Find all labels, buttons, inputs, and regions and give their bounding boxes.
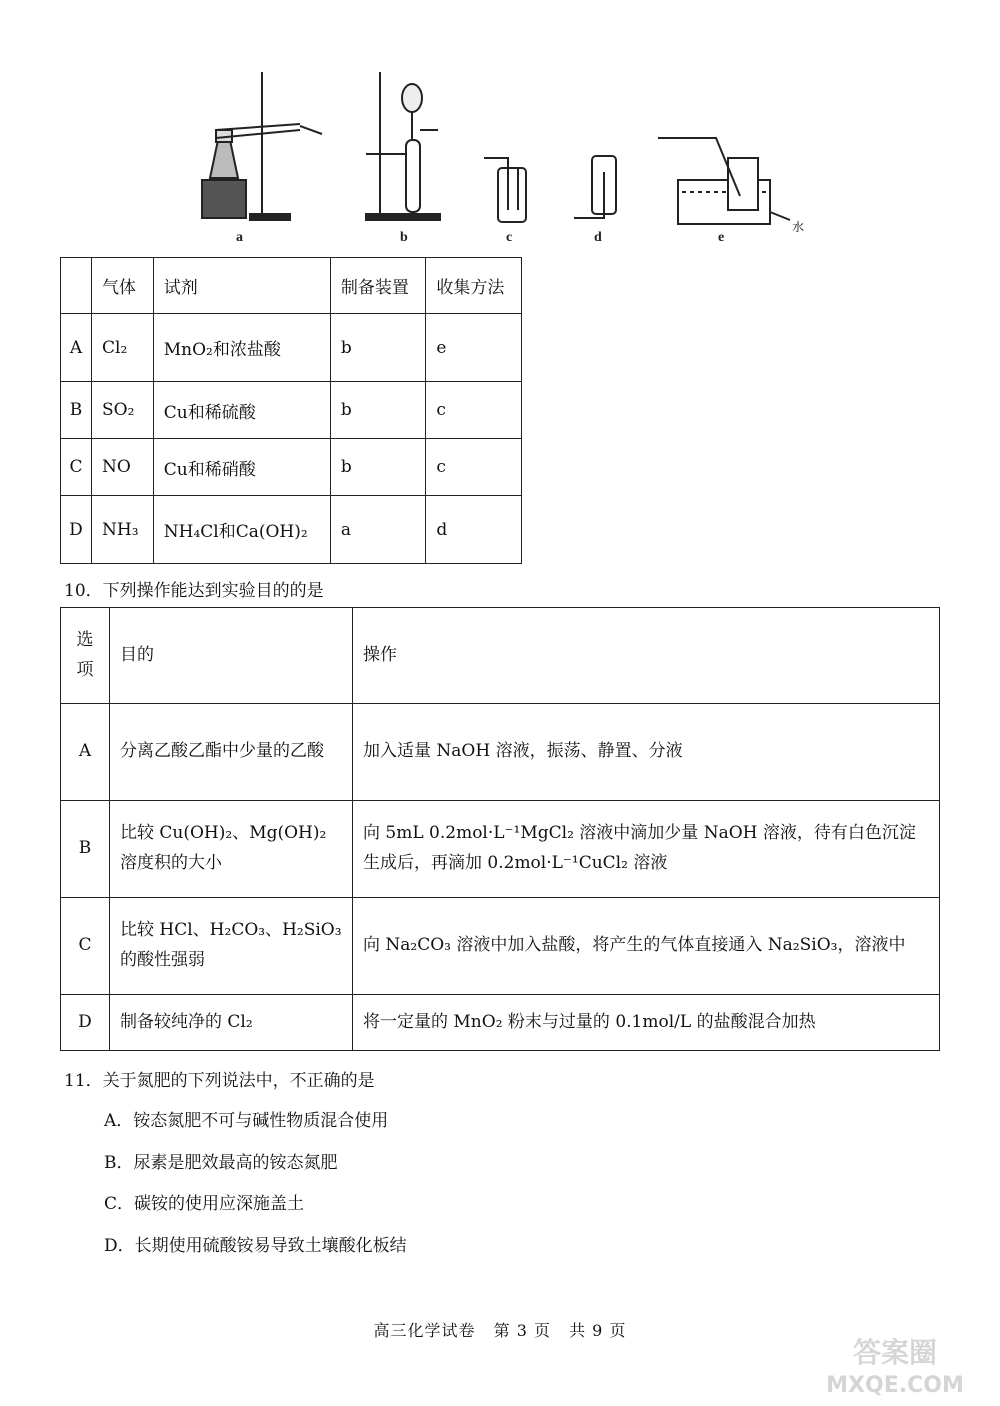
apparatus-drawing	[180, 60, 820, 250]
q10-operation: 加入适量 NaOH 溶液，振荡、静置、分液	[353, 704, 940, 801]
q11-option-a: A．铵态氮肥不可与碱性物质混合使用	[104, 1111, 389, 1131]
q9-header-reagent: 试剂	[153, 258, 330, 314]
q9-collect: d	[426, 496, 522, 564]
q10-operation: 向 5mL 0.2mol·L⁻¹MgCl₂ 溶液中滴加少量 NaOH 溶液，待有白色沉淀生成后，再滴加 0.2mol·L⁻¹CuCl₂ 溶液	[353, 801, 940, 898]
q9-header-row	[61, 258, 522, 314]
apparatus-label-d: d	[594, 230, 602, 245]
q11-option-d: D．长期使用硫酸铵易导致土壤酸化板结	[104, 1236, 407, 1256]
footer-subject: 高三化学试卷	[373, 1321, 476, 1340]
q9-row	[61, 496, 522, 564]
q10-purpose: 比较 Cu(OH)₂、Mg(OH)₂ 溶度积的大小	[110, 801, 353, 898]
q9-collect: c	[426, 439, 522, 496]
q10-row	[61, 898, 940, 995]
apparatus-label-c: c	[506, 230, 513, 245]
q9-opt: D	[61, 496, 92, 564]
q10-purpose: 分离乙酸乙酯中少量的乙酸	[110, 704, 353, 801]
q9-table	[60, 257, 522, 564]
q9-device: b	[330, 314, 426, 382]
watermark-top: 答案圈	[852, 1336, 938, 1369]
q9-header-device: 制备装置	[330, 258, 426, 314]
apparatus-figure	[180, 60, 820, 250]
watermark-bottom: MXQE.COM	[826, 1373, 964, 1398]
q9-reagent: Cu和稀硫酸	[153, 382, 330, 439]
q10-operation: 向 Na₂CO₃ 溶液中加入盐酸，将产生的气体直接通入 Na₂SiO₃，溶液中	[353, 898, 940, 995]
apparatus-label-a: a	[236, 230, 243, 245]
q10-table	[60, 607, 940, 1051]
q9-header-gas: 气体	[92, 258, 154, 314]
q10-header-row	[61, 608, 940, 704]
q9-reagent: Cu和稀硝酸	[153, 439, 330, 496]
q11-option-c: C．碳铵的使用应深施盖土	[104, 1194, 305, 1214]
q9-gas: NH₃	[92, 496, 154, 564]
q10-stem: 10．下列操作能达到实验目的的是	[64, 581, 324, 601]
q9-row	[61, 314, 522, 382]
q9-gas: SO₂	[92, 382, 154, 439]
q10-opt: B	[61, 801, 110, 898]
footer-page: 第 3 页	[493, 1321, 551, 1340]
q11-stem: 11．关于氮肥的下列说法中，不正确的是	[64, 1071, 375, 1091]
q9-collect: c	[426, 382, 522, 439]
apparatus-label-b: b	[400, 230, 408, 245]
q10-operation: 将一定量的 MnO₂ 粉末与过量的 0.1mol/L 的盐酸混合加热	[353, 995, 940, 1051]
q9-row	[61, 382, 522, 439]
q10-row	[61, 704, 940, 801]
q9-gas: NO	[92, 439, 154, 496]
q10-opt: A	[61, 704, 110, 801]
q9-gas: Cl₂	[92, 314, 154, 382]
q9-opt: C	[61, 439, 92, 496]
q9-header-collect: 收集方法	[426, 258, 522, 314]
q10-header-option: 选项	[61, 608, 110, 704]
apparatus-water-label: 水	[792, 220, 805, 234]
q10-row	[61, 995, 940, 1051]
q10-header-operation: 操作	[353, 608, 940, 704]
q9-collect: e	[426, 314, 522, 382]
apparatus-label-e: e	[718, 230, 725, 245]
q11-option-b: B．尿素是肥效最高的铵态氮肥	[104, 1153, 338, 1173]
q10-header-purpose: 目的	[110, 608, 353, 704]
q10-opt: C	[61, 898, 110, 995]
q9-row	[61, 439, 522, 496]
q9-reagent: NH₄Cl和Ca(OH)₂	[153, 496, 330, 564]
q9-reagent: MnO₂和浓盐酸	[153, 314, 330, 382]
q9-opt: A	[61, 314, 92, 382]
q9-opt: B	[61, 382, 92, 439]
q9-header-blank	[61, 258, 92, 314]
q10-purpose: 制备较纯净的 Cl₂	[110, 995, 353, 1051]
q10-row	[61, 801, 940, 898]
q10-purpose: 比较 HCl、H₂CO₃、H₂SiO₃ 的酸性强弱	[110, 898, 353, 995]
watermark-logo	[810, 1330, 980, 1400]
q9-device: a	[330, 496, 426, 564]
footer-total: 共 9 页	[569, 1321, 627, 1340]
q9-device: b	[330, 382, 426, 439]
q9-device: b	[330, 439, 426, 496]
q10-opt: D	[61, 995, 110, 1051]
